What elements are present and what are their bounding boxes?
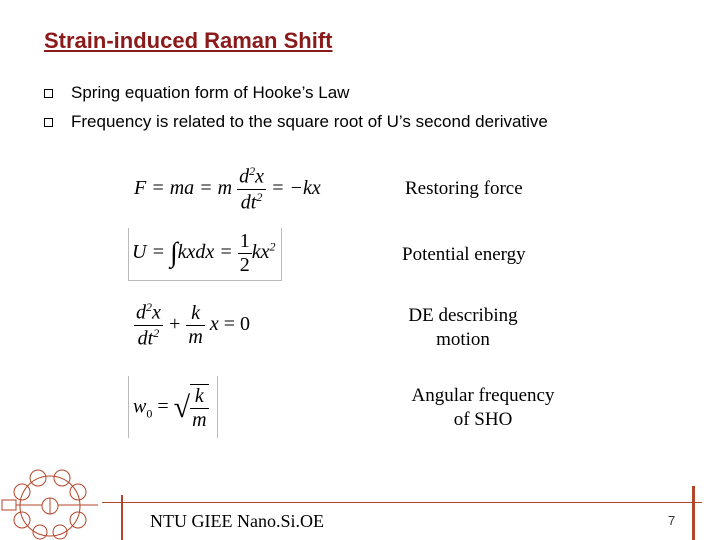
equation-description bbox=[402, 304, 524, 352]
bullet-text: Frequency is related to the square root of U’s second derivative bbox=[71, 112, 548, 131]
equation-potential-energy: U = ∫kxdx = $\frac{1}{2}$ $kx^2$ bbox=[132, 230, 276, 276]
equation-differential: $\frac{d^2x}{dt^2}$ + $\frac{k}{m}$ x = 0 bbox=[136, 300, 251, 350]
equation-description: Potential energy bbox=[402, 244, 526, 265]
description-line: DE describing bbox=[408, 305, 518, 326]
page-number: 7 bbox=[668, 513, 676, 528]
equation-angular-frequency: $w_0$ = √ $\frac{k}{m}$ bbox=[133, 385, 207, 431]
footer-text: NTU GIEE Nano.Si.OE bbox=[150, 511, 324, 531]
footer-vertical-bar bbox=[692, 486, 695, 540]
description-line: Angular frequency bbox=[411, 385, 555, 406]
bullet-text: Spring equation form of Hooke’s Law bbox=[71, 83, 350, 102]
square-bullet-icon bbox=[44, 89, 53, 98]
square-bullet-icon bbox=[44, 118, 53, 127]
footer-divider bbox=[102, 502, 702, 503]
equation-description bbox=[402, 384, 564, 432]
description-line: of SHO bbox=[453, 409, 513, 430]
description-line: motion bbox=[436, 329, 490, 350]
slide-title: Strain-induced Raman Shift bbox=[44, 28, 333, 53]
equation-description: Restoring force bbox=[405, 178, 523, 199]
institution-logo-icon bbox=[0, 462, 100, 540]
equation-restoring-force: F = ma = m $\frac{d^2x}{dt^2}$ = −kx bbox=[134, 164, 321, 214]
footer-vertical-bar bbox=[121, 495, 123, 540]
